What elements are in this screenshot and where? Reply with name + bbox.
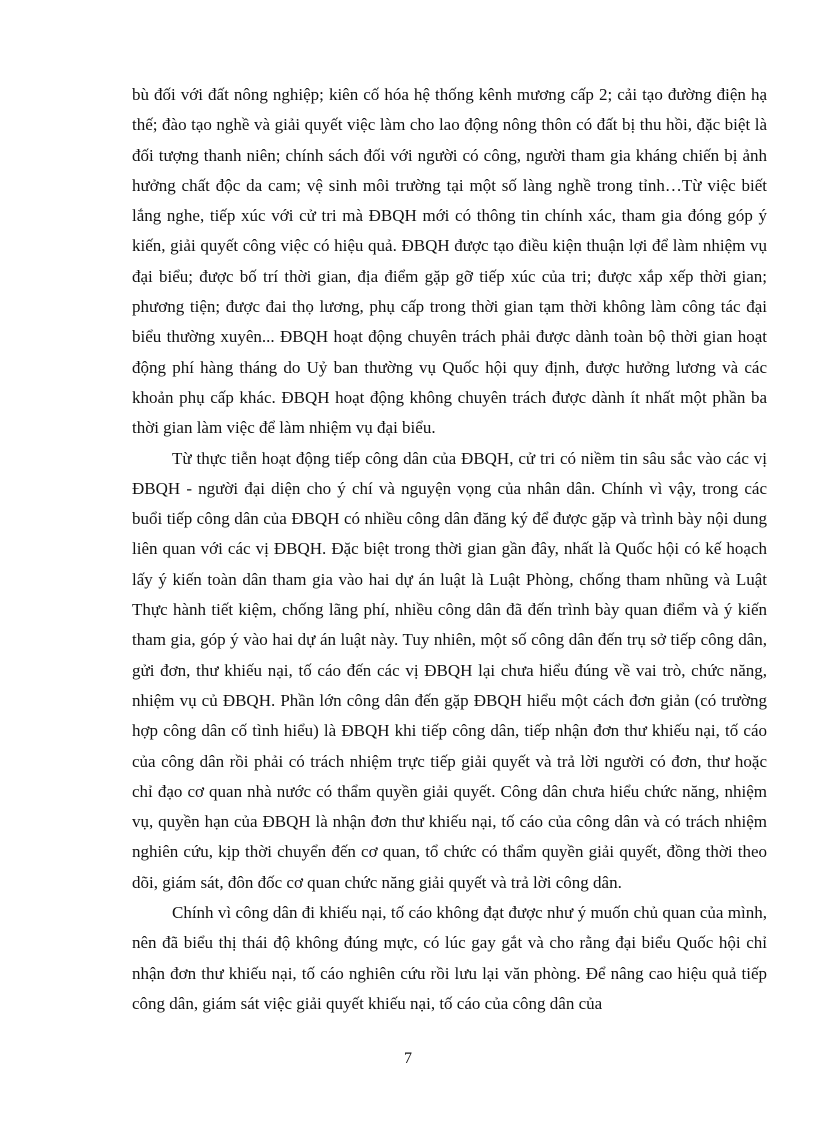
paragraph-2: Từ thực tiễn hoạt động tiếp công dân của ĐBQH, cử tri có niềm tin sâu sắc vào các vị ĐBQH - người đại diện cho ý chí và nguyện vọng của nhân dân. Chính vì vậy, trong các buổi tiếp công dân của ĐBQH có nhiều công dân đăng ký để được gặp và trình bày nội dung liên quan với các vị ĐBQH. Đặc biệt trong thời gian gần đây, nhất là Quốc hội có kế hoạch lấy ý kiến toàn dân tham gia vào hai dự án luật là Luật Phòng, chống tham nhũng và Luật Thực hành tiết kiệm, chống lãng phí, nhiều công dân đã đến trình bày quan điểm và ý kiến tham gia, góp ý vào hai dự án luật này. Tuy nhiên, một số công dân đến trụ sở tiếp công dân, gửi đơn, thư khiếu nại, tố cáo đến các vị ĐBQH lại chưa hiểu đúng về vai trò, chức năng, nhiệm vụ củ ĐBQH. Phần lớn công dân đến gặp ĐBQH hiểu một cách đơn giản (có trường hợp công dân cố tình hiểu) là ĐBQH khi tiếp công dân, tiếp nhận đơn thư khiếu nại, tố cáo của công dân rồi phải có trách nhiệm trực tiếp giải quyết và trả lời người có đơn, thư hoặc chỉ đạo cơ quan nhà nước có thẩm quyền giải quyết. Công dân chưa hiểu chức năng, nhiệm vụ, quyền hạn của ĐBQH là nhận đơn thư khiếu nại, tố cáo của công dân và có trách nhiệm nghiên cứu, kịp thời chuyển đến cơ quan, tổ chức có thẩm quyền giải quyết, đồng thời theo dõi, giám sát, đôn đốc cơ quan chức năng giải quyết và trả lời công dân. bbox=[132, 448, 767, 892]
paragraph-1: bù đối với đất nông nghiệp; kiên cố hóa hệ thống kênh mương cấp 2; cải tạo đường điện hạ thế; đào tạo nghề và giải quyết việc làm cho lao động nông thôn có đất bị thu hồi, đặc biệt là đối tượng thanh niên; chính sách đối với người có công, người tham gia kháng chiến bị ảnh hưởng chất độc da cam; vệ sinh môi trường tại một số làng nghề trong tỉnh…Từ việc biết lắng nghe, tiếp xúc với cử tri mà ĐBQH mới có thông tin chính xác, tham gia đóng góp ý kiến, giải quyết công việc có hiệu quả. ĐBQH được tạo điều kiện thuận lợi để làm nhiệm vụ đại biểu; được bố trí thời gian, địa điểm gặp gỡ tiếp xúc của tri; được xắp xếp thời gian; phương tiện; được đai thọ lương, phụ cấp trong thời gian tạm thời không làm công tác đại biểu thường xuyên... ĐBQH hoạt động chuyên trách phải được dành toàn bộ thời gian hoạt động phí hàng tháng do Uỷ ban thường vụ Quốc hội quy định, được hưởng lương và các khoản phụ cấp khác. ĐBQH hoạt động không chuyên trách được dành ít nhất một phần ba thời gian làm việc để làm nhiệm vụ đại biểu. bbox=[132, 85, 767, 438]
paragraph-3: Chính vì công dân đi khiếu nại, tố cáo không đạt được như ý muốn chủ quan của mình, nên đã biểu thị thái độ không đúng mực, có lúc gay gắt và cho rằng đại biểu Quốc hội chỉ nhận đơn thư khiếu nại, tố cáo nghiên cứu rồi lưu lại văn phòng. Để nâng cao hiệu quả tiếp công dân, giám sát việc giải quyết khiếu nại, tố cáo của công dân của bbox=[132, 903, 767, 1013]
document-body bbox=[132, 80, 767, 1019]
page-number: 7 bbox=[404, 1050, 412, 1067]
